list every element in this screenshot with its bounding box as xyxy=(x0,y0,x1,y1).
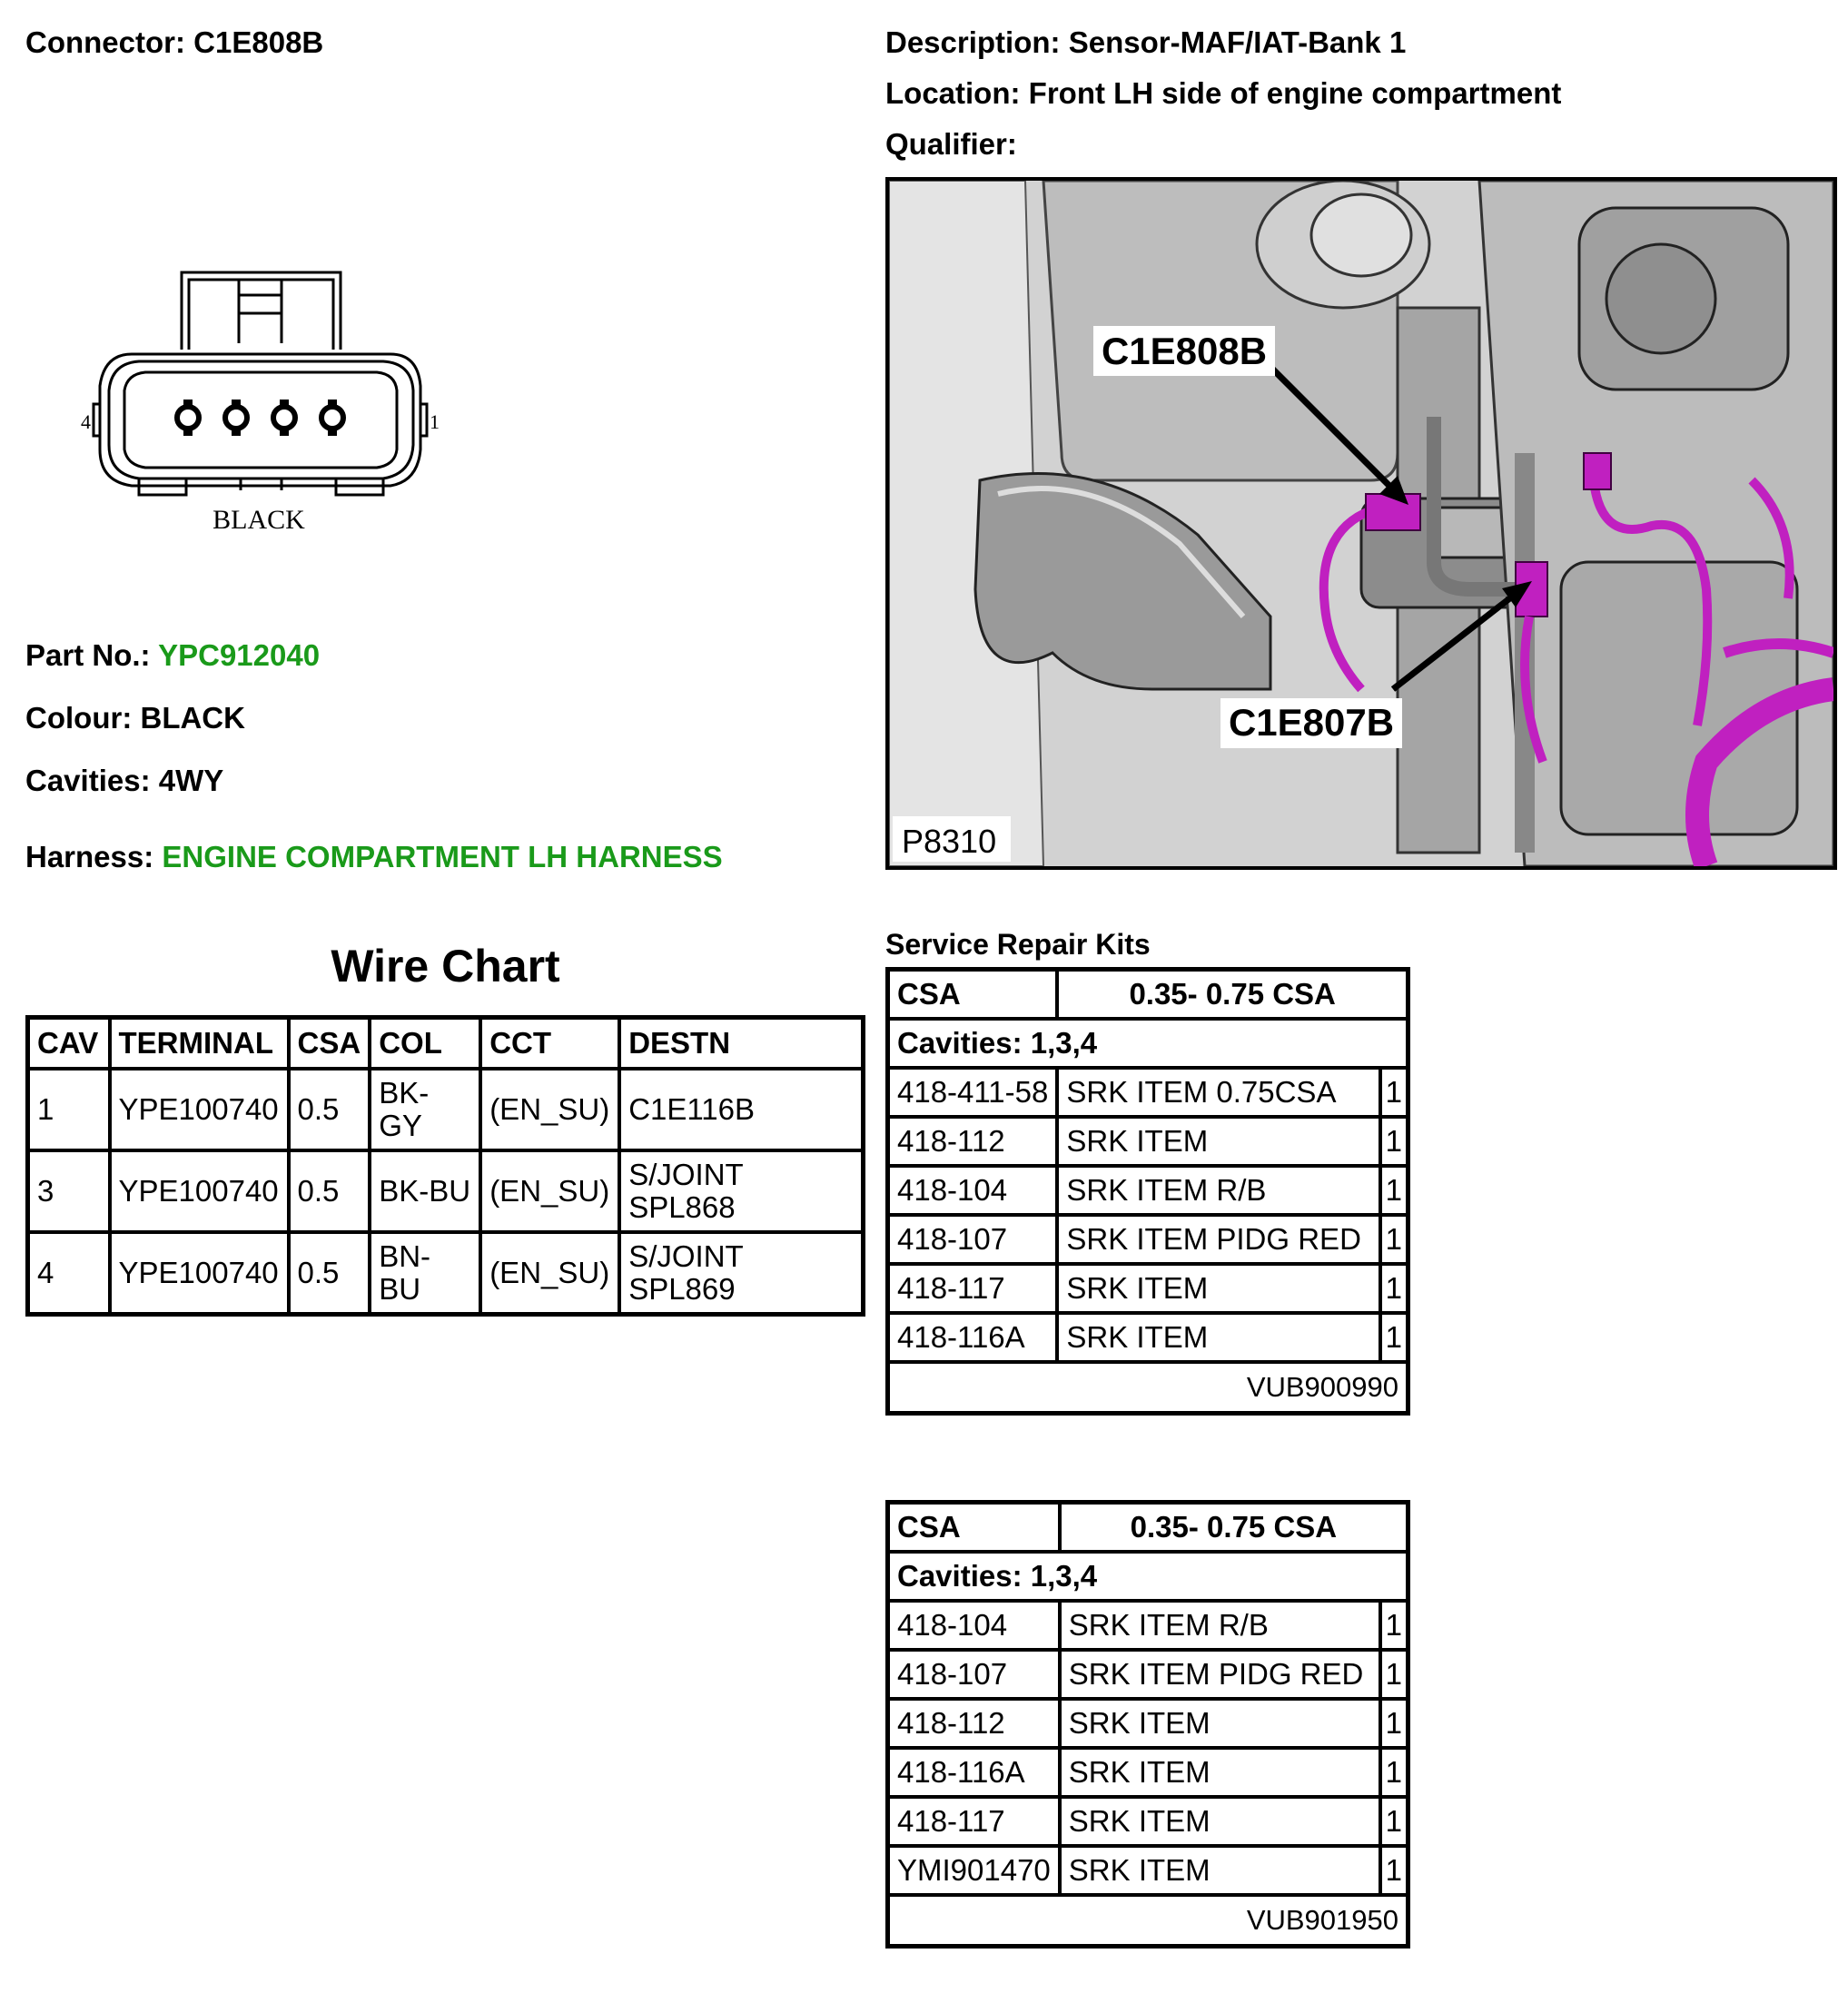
kit-csa-row xyxy=(888,970,1408,1020)
col-cell: BK- GY xyxy=(370,1069,480,1150)
col-cell: BK-BU xyxy=(370,1150,480,1232)
header-cav: CAV xyxy=(28,1018,110,1070)
kit-footer-row xyxy=(888,1362,1408,1414)
kit-cavities: Cavities: 1,3,4 xyxy=(888,1552,1408,1601)
kit-item-description: SRK ITEM xyxy=(1060,1699,1380,1748)
kit-part-number: 418-107 xyxy=(888,1215,1058,1264)
kit-item-description: SRK ITEM xyxy=(1060,1748,1380,1797)
kit-item-description: SRK ITEM xyxy=(1060,1797,1380,1846)
wire-chart-table xyxy=(25,1015,865,1317)
kit-number: VUB901950 xyxy=(888,1895,1408,1947)
harness-label: Harness: xyxy=(25,840,154,873)
table-row xyxy=(28,1232,864,1315)
table-row xyxy=(888,1601,1408,1650)
kit-part-number: 418-112 xyxy=(888,1117,1058,1166)
kit-part-number: 418-112 xyxy=(888,1699,1060,1748)
kit-footer-row xyxy=(888,1895,1408,1947)
repair-kit-table-1 xyxy=(885,967,1410,1416)
kit-part-number: 418-116A xyxy=(888,1313,1058,1362)
harness-field xyxy=(25,839,723,875)
kit-item-quantity: 1 xyxy=(1380,1166,1408,1215)
cav-cell: 3 xyxy=(28,1150,110,1232)
part-no-value: YPC912040 xyxy=(158,638,321,672)
kit-item-quantity: 1 xyxy=(1380,1650,1408,1699)
kit-part-number: 418-116A xyxy=(888,1748,1060,1797)
kit-cavities-row xyxy=(888,1552,1408,1601)
repair-kit-table-2 xyxy=(885,1500,1410,1949)
kit-item-quantity: 1 xyxy=(1380,1313,1408,1362)
photo-ref: P8310 xyxy=(902,823,997,860)
csa-cell: 0.5 xyxy=(289,1069,371,1150)
header-terminal: TERMINAL xyxy=(110,1018,289,1070)
description-value: Sensor-MAF/IAT-Bank 1 xyxy=(1068,25,1407,59)
cav-cell: 4 xyxy=(28,1232,110,1315)
cavities-label: Cavities: xyxy=(25,764,151,797)
table-row xyxy=(888,1215,1408,1264)
connector-value: C1E808B xyxy=(193,25,324,59)
table-row xyxy=(888,1068,1408,1117)
kit-item-description: SRK ITEM R/B xyxy=(1060,1601,1380,1650)
terminal-cell: YPE100740 xyxy=(110,1232,289,1315)
kit-part-number: 418-117 xyxy=(888,1264,1058,1313)
table-row xyxy=(888,1117,1408,1166)
kit-cavities: Cavities: 1,3,4 xyxy=(888,1019,1408,1068)
qualifier-field xyxy=(885,126,1017,163)
kit-item-description: SRK ITEM xyxy=(1057,1313,1379,1362)
table-row xyxy=(888,1264,1408,1313)
table-row xyxy=(888,1650,1408,1699)
kit-cavities-row xyxy=(888,1019,1408,1068)
kit-item-quantity: 1 xyxy=(1380,1601,1408,1650)
cavities-field xyxy=(25,763,223,799)
location-label: Location: xyxy=(885,76,1021,110)
colour-value: BLACK xyxy=(140,701,245,735)
destn-cell: S/JOINT SPL868 xyxy=(619,1150,863,1232)
table-row xyxy=(888,1797,1408,1846)
kit-item-description: SRK ITEM xyxy=(1060,1846,1380,1895)
kit-item-quantity: 1 xyxy=(1380,1068,1408,1117)
csa-cell: 0.5 xyxy=(289,1232,371,1315)
engine-bay-illustration xyxy=(889,181,1833,866)
kit-csa-value: 0.35- 0.75 CSA xyxy=(1057,970,1408,1020)
cct-cell: (EN_SU) xyxy=(480,1150,619,1232)
cct-cell: (EN_SU) xyxy=(480,1232,619,1315)
destn-cell: S/JOINT SPL869 xyxy=(619,1232,863,1315)
location-field xyxy=(885,75,1561,112)
table-row xyxy=(888,1699,1408,1748)
harness-value: ENGINE COMPARTMENT LH HARNESS xyxy=(162,840,723,873)
description-label: Description: xyxy=(885,25,1061,59)
kit-item-quantity: 1 xyxy=(1380,1117,1408,1166)
kit-item-description: SRK ITEM PIDG RED xyxy=(1057,1215,1379,1264)
terminal-cell: YPE100740 xyxy=(110,1150,289,1232)
destn-cell: C1E116B xyxy=(619,1069,863,1150)
qualifier-label: Qualifier: xyxy=(885,127,1017,161)
table-row xyxy=(888,1846,1408,1895)
kit-number: VUB900990 xyxy=(888,1362,1408,1414)
connector-colour-caption: BLACK xyxy=(212,505,305,535)
description-field xyxy=(885,25,1406,61)
table-row xyxy=(28,1150,864,1232)
part-no-field xyxy=(25,637,320,674)
colour-label: Colour: xyxy=(25,701,133,735)
part-no-label: Part No.: xyxy=(25,638,151,672)
colour-field xyxy=(25,700,245,736)
pin-4-label: 4 xyxy=(81,410,91,433)
kit-csa-label: CSA xyxy=(888,1503,1060,1553)
kit-part-number: 418-117 xyxy=(888,1797,1060,1846)
kit-item-description: SRK ITEM PIDG RED xyxy=(1060,1650,1380,1699)
kit-item-quantity: 1 xyxy=(1380,1797,1408,1846)
kit-csa-label: CSA xyxy=(888,970,1058,1020)
kit-item-description: SRK ITEM xyxy=(1057,1117,1379,1166)
header-destn: DESTN xyxy=(619,1018,863,1070)
table-row xyxy=(888,1166,1408,1215)
kit-part-number: 418-104 xyxy=(888,1166,1058,1215)
kit-item-description: SRK ITEM R/B xyxy=(1057,1166,1379,1215)
header-cct: CCT xyxy=(480,1018,619,1070)
location-value: Front LH side of engine compartment xyxy=(1028,76,1562,110)
kit-part-number: YMI901470 xyxy=(888,1846,1060,1895)
kit-item-quantity: 1 xyxy=(1380,1264,1408,1313)
header-col: COL xyxy=(370,1018,480,1070)
kit-item-quantity: 1 xyxy=(1380,1215,1408,1264)
kit-item-quantity: 1 xyxy=(1380,1699,1408,1748)
connector-face-diagram xyxy=(77,263,440,545)
table-row xyxy=(888,1748,1408,1797)
csa-cell: 0.5 xyxy=(289,1150,371,1232)
kit-part-number: 418-107 xyxy=(888,1650,1060,1699)
connector-label: Connector: xyxy=(25,25,185,59)
kit-part-number: 418-411-58 xyxy=(888,1068,1058,1117)
kit-csa-value: 0.35- 0.75 CSA xyxy=(1060,1503,1408,1553)
wire-chart-title: Wire Chart xyxy=(331,941,560,992)
col-cell: BN- BU xyxy=(370,1232,480,1315)
cct-cell: (EN_SU) xyxy=(480,1069,619,1150)
pin-1-label: 1 xyxy=(430,410,440,433)
kit-part-number: 418-104 xyxy=(888,1601,1060,1650)
service-repair-kits-title: Service Repair Kits xyxy=(885,928,1151,961)
callout-c1e807b: C1E807B xyxy=(1228,701,1395,744)
kit-item-description: SRK ITEM xyxy=(1057,1264,1379,1313)
cav-cell: 1 xyxy=(28,1069,110,1150)
table-row xyxy=(28,1069,864,1150)
kit-item-quantity: 1 xyxy=(1380,1846,1408,1895)
location-photo xyxy=(885,177,1837,870)
wire-chart-header-row xyxy=(28,1018,864,1070)
terminal-cell: YPE100740 xyxy=(110,1069,289,1150)
connector-field xyxy=(25,25,323,61)
table-row xyxy=(888,1313,1408,1362)
header-csa: CSA xyxy=(289,1018,371,1070)
kit-item-quantity: 1 xyxy=(1380,1748,1408,1797)
cavities-value: 4WY xyxy=(158,764,224,797)
kit-csa-row xyxy=(888,1503,1408,1553)
callout-c1e808b: C1E808B xyxy=(1101,330,1268,372)
kit-item-description: SRK ITEM 0.75CSA xyxy=(1057,1068,1379,1117)
